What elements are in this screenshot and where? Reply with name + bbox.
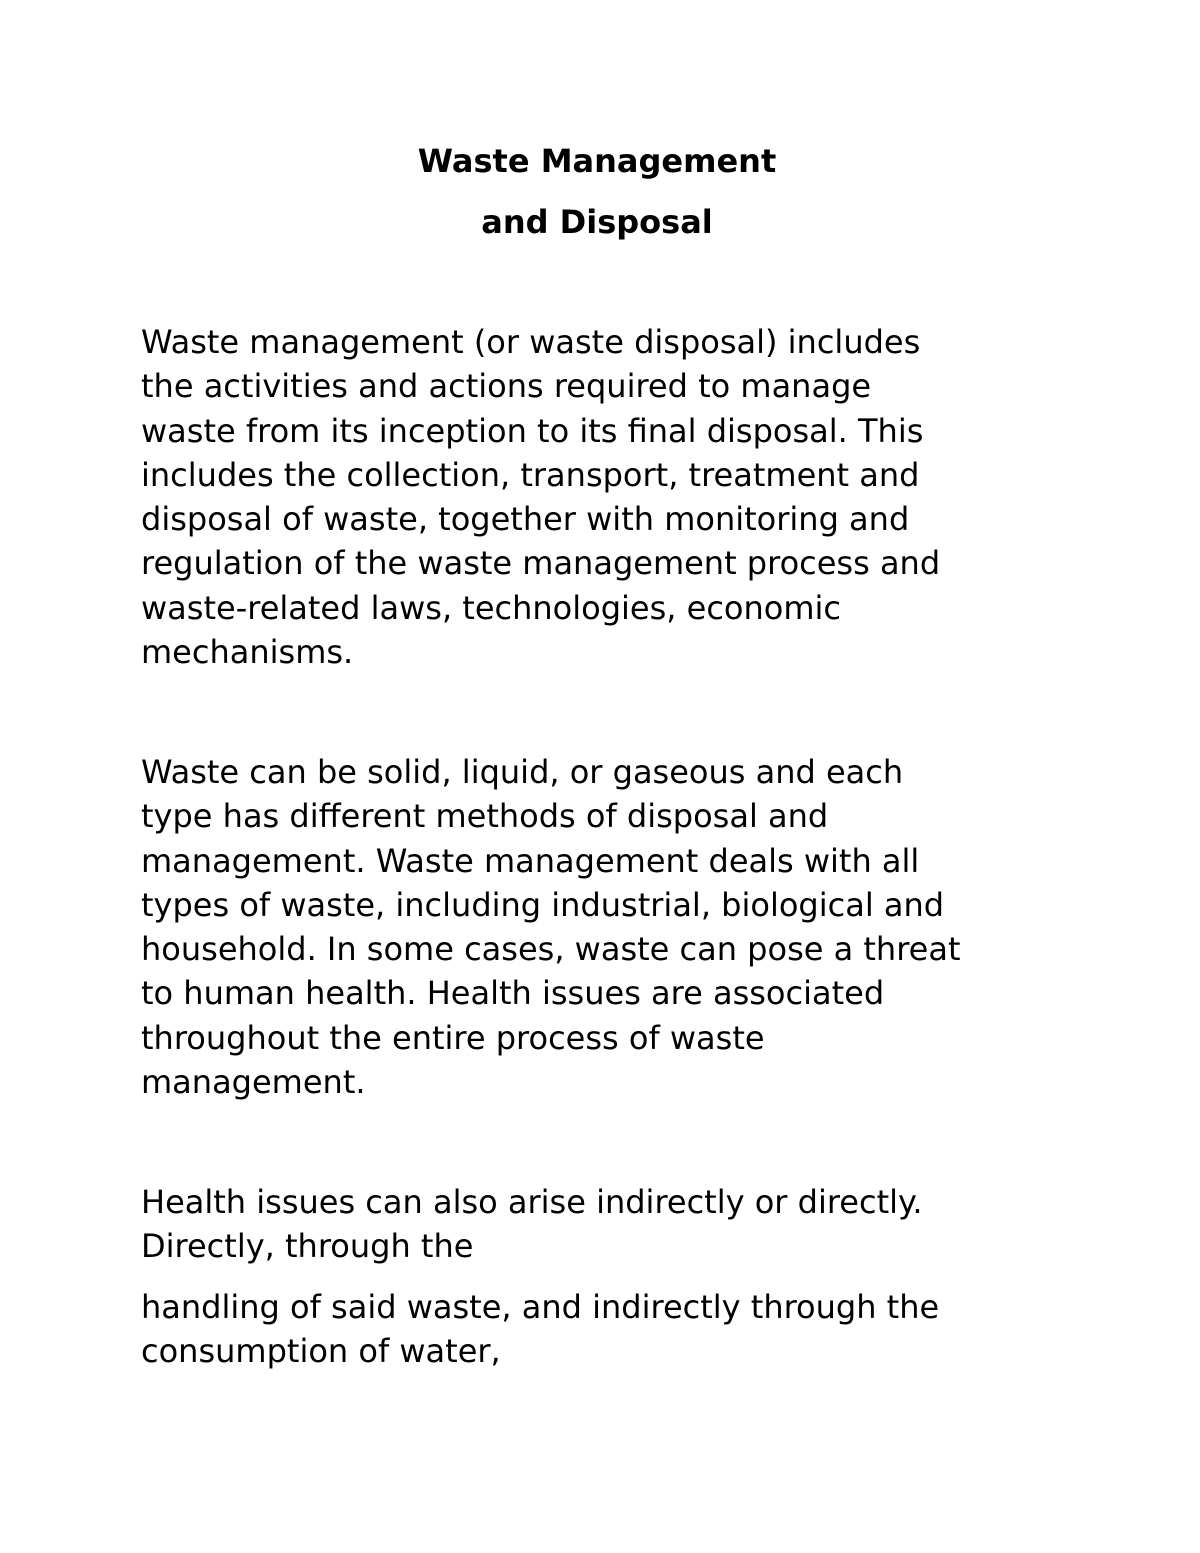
paragraph-line: throughout the entire process of waste [141,1018,765,1057]
paragraph-line: disposal of waste, together with monitoring and [141,500,910,539]
paragraph-line: waste from its inception to its final disposal. This [141,411,924,450]
paragraph-2 [141,750,1061,1104]
paragraph-line: regulation of the waste management process and [141,544,941,583]
paragraph-line: types of waste, including industrial, biological and [141,885,945,924]
paragraph-4 [141,1285,1061,1374]
paragraph-3 [141,1180,1061,1269]
paragraph-1 [141,320,1061,674]
paragraph-line: Directly, through the [141,1227,474,1266]
paragraph-line: includes the collection, transport, treatment and [141,455,920,494]
document-title-line-2: and Disposal [481,203,713,241]
paragraph-line: to human health. Health issues are associated [141,974,885,1013]
paragraph-line: consumption of water, [141,1332,501,1371]
paragraph-line: waste-related laws, technologies, economic [141,588,841,627]
paragraph-line: handling of said waste, and indirectly through the [141,1288,940,1326]
paragraph-line: household. In some cases, waste can pose a threat [141,930,961,969]
paragraph-line: management. Waste management deals with all [141,841,920,880]
paragraph-line: Waste management (or waste disposal) includes [141,323,921,361]
paragraph-line: Health issues can also arise indirectly or directly. [141,1183,923,1221]
paragraph-line: type has different methods of disposal and [141,797,829,836]
document-title-line-1: Waste Management [417,142,777,180]
paragraph-line: the activities and actions required to manage [141,367,872,406]
paragraph-line: management. [141,1063,366,1102]
paragraph-line: Waste can be solid, liquid, or gaseous and each [141,753,904,791]
paragraph-line: mechanisms. [141,633,354,672]
